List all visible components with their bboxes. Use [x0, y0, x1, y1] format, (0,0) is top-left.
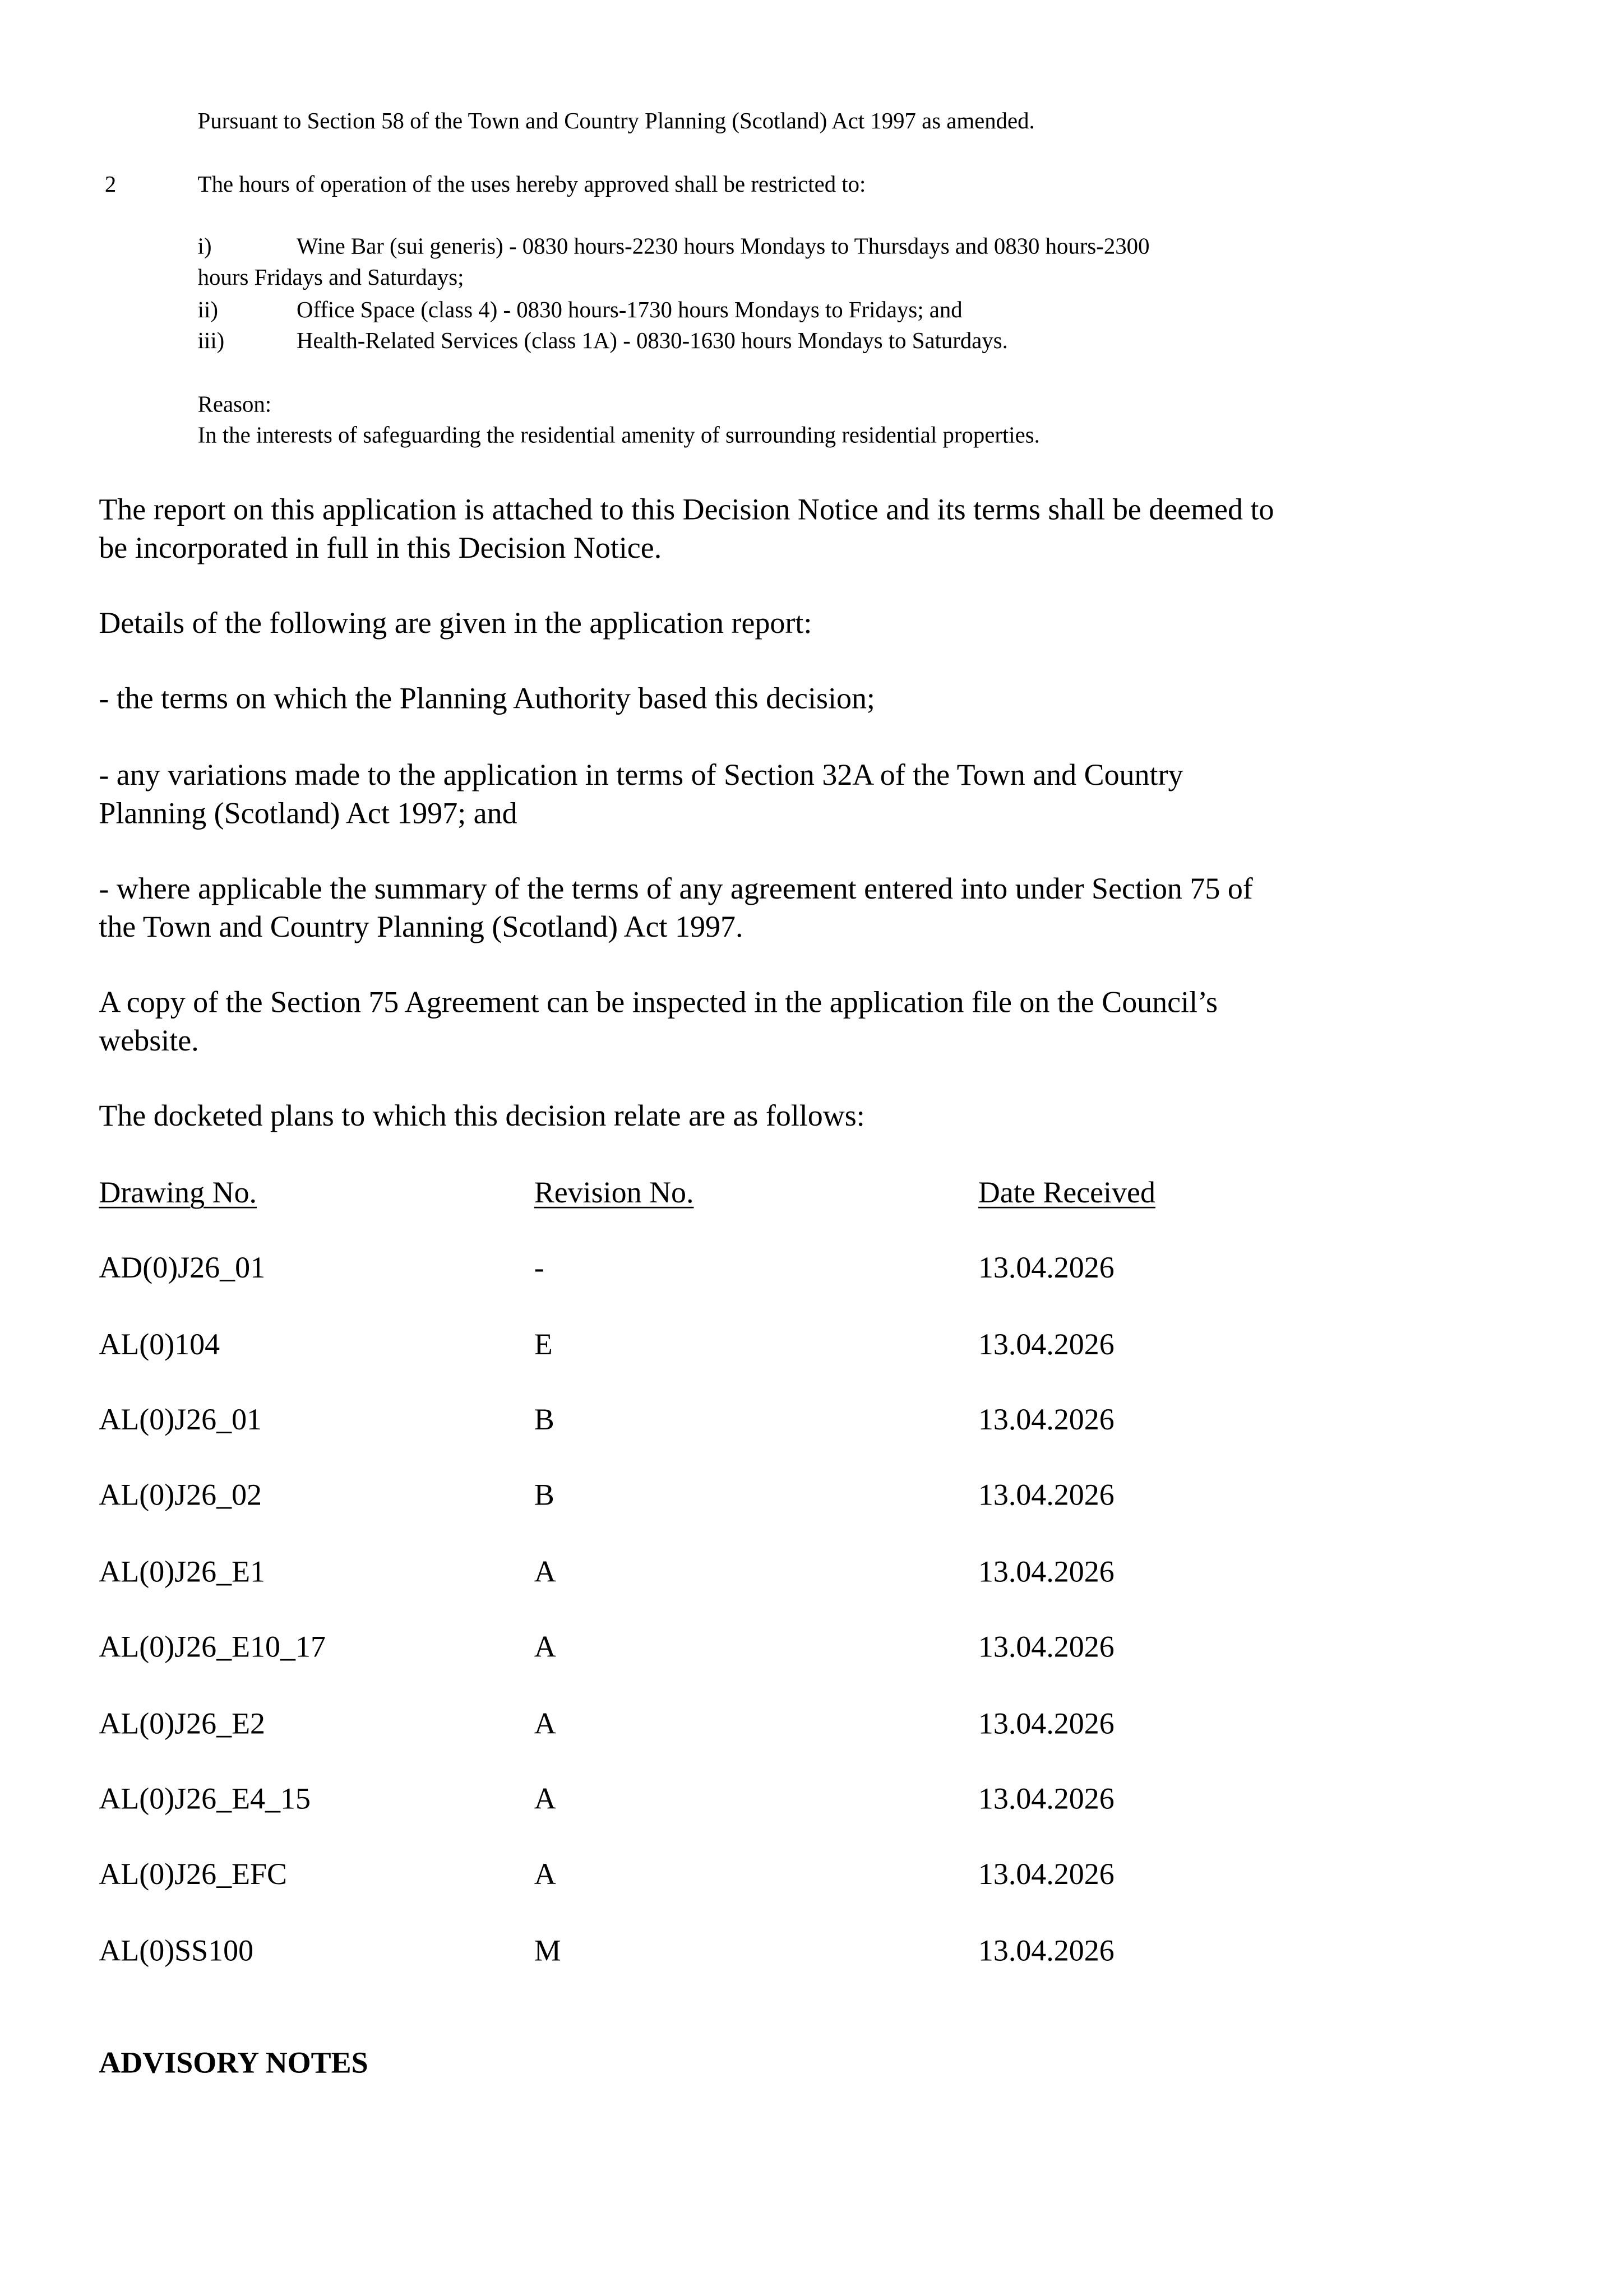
table-cell-revision: -	[534, 1252, 544, 1285]
paragraph-section75-line-2: website.	[99, 1025, 199, 1058]
table-cell-date: 13.04.2026	[978, 1479, 1115, 1512]
paragraph-docketed-plans: The docketed plans to which this decision relate are as follows:	[99, 1100, 865, 1133]
table-cell-drawing: AL(0)J26_02	[99, 1479, 262, 1512]
list-item-marker: i)	[197, 234, 212, 260]
table-cell-drawing: AD(0)J26_01	[99, 1252, 266, 1285]
reason-heading: Reason:	[197, 392, 272, 418]
list-item-text: Wine Bar (sui generis) - 0830 hours-2230 hours Mondays to Thursdays and 0830 hours-2300	[296, 234, 1150, 260]
list-item-marker: iii)	[197, 328, 225, 354]
list-item-marker: ii)	[197, 298, 218, 323]
table-cell-drawing: AL(0)J26_E2	[99, 1708, 266, 1741]
paragraph-agreement-line-1: - where applicable the summary of the terms of any agreement entered into under Section 75 of	[99, 873, 1253, 906]
table-cell-drawing: AL(0)J26_EFC	[99, 1859, 288, 1891]
paragraph-report-line-1: The report on this application is attached to this Decision Notice and its terms shall be deemed to	[99, 494, 1274, 527]
table-cell-date: 13.04.2026	[978, 1708, 1115, 1741]
list-item-text: Health-Related Services (class 1A) - 0830-1630 hours Mondays to Saturdays.	[296, 328, 1008, 354]
list-item-continuation: hours Fridays and Saturdays;	[197, 265, 464, 291]
table-cell-drawing: AL(0)SS100	[99, 1935, 254, 1968]
condition-1-legal-basis: Pursuant to Section 58 of the Town and Country Planning (Scotland) Act 1997 as amended.	[197, 109, 1035, 135]
condition-2-number: 2	[104, 172, 117, 198]
paragraph-report-line-2: be incorporated in full in this Decision Notice.	[99, 533, 662, 565]
table-cell-revision: A	[534, 1631, 556, 1664]
table-cell-revision: M	[534, 1935, 561, 1968]
table-cell-drawing: AL(0)104	[99, 1329, 220, 1362]
paragraph-variations-line-1: - any variations made to the application in terms of Section 32A of the Town and Country	[99, 760, 1183, 793]
table-cell-revision: A	[534, 1556, 556, 1589]
table-header-drawing: Drawing No.	[99, 1177, 257, 1210]
table-cell-drawing: AL(0)J26_E4_15	[99, 1783, 311, 1816]
paragraph-agreement-line-2: the Town and Country Planning (Scotland) Act 1997.	[99, 911, 743, 945]
table-cell-date: 13.04.2026	[978, 1252, 1115, 1285]
paragraph-section75-line-1: A copy of the Section 75 Agreement can be inspected in the application file on the Council’s	[99, 987, 1218, 1020]
table-header-revision: Revision No.	[534, 1177, 694, 1210]
table-cell-date: 13.04.2026	[978, 1404, 1115, 1437]
paragraph-variations-line-2: Planning (Scotland) Act 1997; and	[99, 798, 517, 831]
table-cell-date: 13.04.2026	[978, 1329, 1115, 1362]
table-cell-drawing: AL(0)J26_E10_17	[99, 1631, 326, 1664]
table-cell-date: 13.04.2026	[978, 1631, 1115, 1664]
table-cell-date: 13.04.2026	[978, 1935, 1115, 1968]
table-cell-drawing: AL(0)J26_01	[99, 1404, 262, 1437]
table-cell-revision: B	[534, 1479, 554, 1512]
table-header-date: Date Received	[978, 1177, 1155, 1210]
table-cell-date: 13.04.2026	[978, 1783, 1115, 1816]
paragraph-details: Details of the following are given in the application report:	[99, 608, 812, 641]
table-cell-date: 13.04.2026	[978, 1556, 1115, 1589]
table-cell-revision: A	[534, 1859, 556, 1891]
condition-2-text: The hours of operation of the uses hereby approved shall be restricted to:	[197, 172, 866, 198]
advisory-notes-heading: ADVISORY NOTES	[99, 2047, 368, 2080]
table-cell-revision: A	[534, 1708, 556, 1741]
table-cell-revision: B	[534, 1404, 554, 1437]
table-cell-revision: A	[534, 1783, 556, 1816]
table-cell-revision: E	[534, 1329, 553, 1362]
reason-text: In the interests of safeguarding the residential amenity of surrounding residential properties.	[197, 423, 1040, 449]
paragraph-terms: - the terms on which the Planning Authority based this decision;	[99, 683, 875, 716]
list-item-text: Office Space (class 4) - 0830 hours-1730 hours Mondays to Fridays; and	[296, 298, 963, 323]
table-cell-date: 13.04.2026	[978, 1859, 1115, 1891]
table-cell-drawing: AL(0)J26_E1	[99, 1556, 266, 1589]
